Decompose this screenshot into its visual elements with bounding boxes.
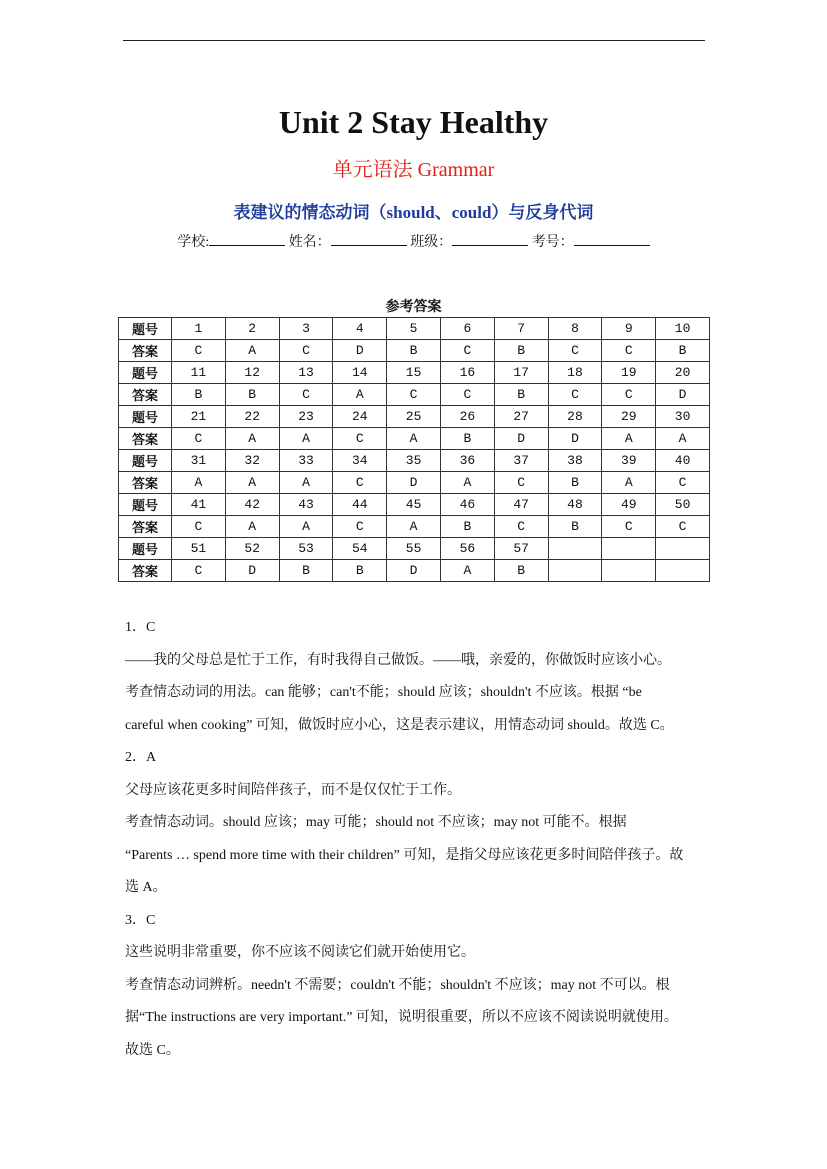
table-cell bbox=[656, 560, 710, 582]
table-cell: C bbox=[333, 428, 387, 450]
explanation-line: 考查情态动词的用法。can 能够；can't不能；should 应该；shouldn't 不应该。根据 “be bbox=[125, 685, 642, 700]
table-cell: 21 bbox=[172, 406, 226, 428]
page-title: Unit 2 Stay Healthy bbox=[278, 104, 549, 140]
table-cell: 55 bbox=[387, 538, 441, 560]
table-cell: C bbox=[172, 340, 226, 362]
table-cell: 46 bbox=[440, 494, 494, 516]
table-cell: 17 bbox=[494, 362, 548, 384]
table-cell: C bbox=[387, 384, 441, 406]
answer-row bbox=[119, 340, 710, 362]
table-cell: B bbox=[548, 472, 602, 494]
table-cell: B bbox=[172, 384, 226, 406]
number-row bbox=[119, 450, 710, 472]
table-cell: B bbox=[494, 560, 548, 582]
explanation-line: 考查情态动词辨析。needn't 不需要；couldn't 不能；shouldn't 不应该；may not 不可以。根 bbox=[125, 977, 670, 993]
table-cell: 4 bbox=[333, 318, 387, 340]
table-cell: D bbox=[387, 560, 441, 582]
table-cell: B bbox=[548, 516, 602, 538]
answer-row bbox=[119, 516, 710, 538]
table-cell: B bbox=[279, 560, 333, 582]
table-cell: 43 bbox=[279, 494, 333, 516]
row-label: 答案 bbox=[119, 516, 172, 538]
table-cell: C bbox=[440, 384, 494, 406]
number-row bbox=[119, 362, 710, 384]
table-cell: C bbox=[602, 340, 656, 362]
id-blank bbox=[574, 233, 650, 246]
table-cell: 31 bbox=[172, 450, 226, 472]
table-cell: A bbox=[279, 428, 333, 450]
table-cell: C bbox=[602, 516, 656, 538]
explanation-line: 选 A。 bbox=[125, 880, 167, 895]
answer-row bbox=[119, 472, 710, 494]
table-cell: A bbox=[225, 516, 279, 538]
table-cell: A bbox=[279, 516, 333, 538]
subtitle: 单元语法 Grammar bbox=[332, 159, 495, 181]
class-blank bbox=[452, 233, 528, 246]
table-cell: A bbox=[440, 472, 494, 494]
explanation-line: 据“The instructions are very important.” 可知，说明很重要，所以不应该不阅读说明就使用。 bbox=[125, 1010, 678, 1025]
table-cell: 37 bbox=[494, 450, 548, 472]
row-label: 题号 bbox=[119, 494, 172, 516]
table-cell: C bbox=[172, 516, 226, 538]
table-cell: B bbox=[656, 340, 710, 362]
table-cell: 15 bbox=[387, 362, 441, 384]
table-cell: C bbox=[494, 472, 548, 494]
explanation-line: careful when cooking” 可知，做饭时应小心，这是表示建议，用情态动词 should。故选 C。 bbox=[125, 717, 674, 733]
table-cell: 5 bbox=[387, 318, 441, 340]
table-cell: 57 bbox=[494, 538, 548, 560]
table-cell: 10 bbox=[656, 318, 710, 340]
table-cell: D bbox=[225, 560, 279, 582]
student-info-fields bbox=[0, 231, 827, 251]
number-row bbox=[119, 494, 710, 516]
table-cell bbox=[656, 538, 710, 560]
table-cell: C bbox=[602, 384, 656, 406]
table-cell: 56 bbox=[440, 538, 494, 560]
table-cell: 22 bbox=[225, 406, 279, 428]
class-label: 班级： bbox=[410, 235, 453, 250]
topic-heading: 表建议的情态动词（should、could）与反身代词 bbox=[233, 203, 594, 222]
row-label: 题号 bbox=[119, 318, 172, 340]
table-cell: 54 bbox=[333, 538, 387, 560]
answer-table bbox=[118, 317, 710, 582]
table-cell: 2 bbox=[225, 318, 279, 340]
number-row bbox=[119, 406, 710, 428]
table-cell: B bbox=[387, 340, 441, 362]
table-cell: 41 bbox=[172, 494, 226, 516]
explanation-line: ——我的父母总是忙于工作，有时我得自己做饭。——哦，亲爱的，你做饭时应该小心。 bbox=[125, 652, 671, 668]
answer-caption: 参考答案 bbox=[385, 299, 442, 315]
table-cell: 7 bbox=[494, 318, 548, 340]
table-cell: 32 bbox=[225, 450, 279, 472]
table-cell: 52 bbox=[225, 538, 279, 560]
table-cell bbox=[548, 560, 602, 582]
table-cell: 50 bbox=[656, 494, 710, 516]
table-cell: 6 bbox=[440, 318, 494, 340]
explanation-line: 考查情态动词。should 应该；may 可能；should not 不应该；may not 可能不。根据 bbox=[125, 815, 627, 830]
table-cell: 34 bbox=[333, 450, 387, 472]
table-cell: 40 bbox=[656, 450, 710, 472]
table-cell: B bbox=[333, 560, 387, 582]
table-cell: 19 bbox=[602, 362, 656, 384]
explanations bbox=[125, 612, 710, 1067]
table-cell: D bbox=[333, 340, 387, 362]
table-cell: A bbox=[602, 428, 656, 450]
table-cell: 29 bbox=[602, 406, 656, 428]
table-cell: 30 bbox=[656, 406, 710, 428]
table-cell: 3 bbox=[279, 318, 333, 340]
table-cell: C bbox=[172, 560, 226, 582]
table-cell: A bbox=[333, 384, 387, 406]
table-cell: 45 bbox=[387, 494, 441, 516]
table-cell: B bbox=[440, 428, 494, 450]
table-cell: 11 bbox=[172, 362, 226, 384]
explanation-line: “Parents … spend more time with their children” 可知，是指父母应该花更多时间陪伴孩子。故 bbox=[125, 847, 684, 863]
explanation-line: 父母应该花更多时间陪伴孩子，而不是仅仅忙于工作。 bbox=[125, 782, 461, 798]
table-cell: 20 bbox=[656, 362, 710, 384]
table-cell: 28 bbox=[548, 406, 602, 428]
table-cell: 23 bbox=[279, 406, 333, 428]
table-cell: C bbox=[656, 516, 710, 538]
table-cell: C bbox=[172, 428, 226, 450]
table-cell: A bbox=[225, 428, 279, 450]
table-cell: 9 bbox=[602, 318, 656, 340]
table-cell: C bbox=[333, 472, 387, 494]
table-cell: 38 bbox=[548, 450, 602, 472]
explanation-line: 故选 C。 bbox=[125, 1042, 180, 1058]
school-blank bbox=[209, 233, 285, 246]
table-cell: C bbox=[548, 340, 602, 362]
number-row bbox=[119, 318, 710, 340]
table-cell: D bbox=[494, 428, 548, 450]
table-cell: 39 bbox=[602, 450, 656, 472]
table-cell: 18 bbox=[548, 362, 602, 384]
explanation-line: 这些说明非常重要，你不应该不阅读它们就开始使用它。 bbox=[125, 945, 475, 960]
table-cell: A bbox=[656, 428, 710, 450]
table-cell: 8 bbox=[548, 318, 602, 340]
table-cell: A bbox=[440, 560, 494, 582]
row-label: 题号 bbox=[119, 362, 172, 384]
table-cell: B bbox=[494, 340, 548, 362]
row-label: 答案 bbox=[119, 384, 172, 406]
table-cell: A bbox=[387, 516, 441, 538]
table-cell: 24 bbox=[333, 406, 387, 428]
table-cell: 48 bbox=[548, 494, 602, 516]
row-label: 答案 bbox=[119, 472, 172, 494]
table-cell: 33 bbox=[279, 450, 333, 472]
table-cell: 51 bbox=[172, 538, 226, 560]
explanation-line: 2．A bbox=[125, 750, 157, 765]
table-cell: 27 bbox=[494, 406, 548, 428]
row-label: 题号 bbox=[119, 406, 172, 428]
table-cell: 12 bbox=[225, 362, 279, 384]
explanation-line: 3．C bbox=[125, 912, 156, 928]
table-cell: A bbox=[602, 472, 656, 494]
table-cell: 42 bbox=[225, 494, 279, 516]
table-cell: 47 bbox=[494, 494, 548, 516]
table-cell: 25 bbox=[387, 406, 441, 428]
row-label: 答案 bbox=[119, 560, 172, 582]
table-cell: 13 bbox=[279, 362, 333, 384]
table-cell: C bbox=[279, 384, 333, 406]
table-cell: 53 bbox=[279, 538, 333, 560]
table-cell: C bbox=[279, 340, 333, 362]
school-label: 学校: bbox=[177, 235, 210, 250]
explanation-line: 1．C bbox=[125, 620, 156, 635]
table-cell bbox=[548, 538, 602, 560]
table-cell: B bbox=[494, 384, 548, 406]
answer-row bbox=[119, 560, 710, 582]
header-rule bbox=[123, 40, 705, 41]
table-cell: A bbox=[225, 340, 279, 362]
table-cell: B bbox=[440, 516, 494, 538]
row-label: 答案 bbox=[119, 340, 172, 362]
table-cell: D bbox=[656, 384, 710, 406]
table-cell bbox=[602, 560, 656, 582]
answer-row bbox=[119, 384, 710, 406]
name-blank bbox=[331, 233, 407, 246]
table-cell: B bbox=[225, 384, 279, 406]
table-cell: C bbox=[440, 340, 494, 362]
table-cell: C bbox=[548, 384, 602, 406]
row-label: 题号 bbox=[119, 450, 172, 472]
table-cell: C bbox=[494, 516, 548, 538]
table-cell: 44 bbox=[333, 494, 387, 516]
table-cell: A bbox=[387, 428, 441, 450]
table-cell: C bbox=[656, 472, 710, 494]
table-cell: D bbox=[387, 472, 441, 494]
table-cell: A bbox=[225, 472, 279, 494]
table-cell bbox=[602, 538, 656, 560]
row-label: 题号 bbox=[119, 538, 172, 560]
table-cell: 26 bbox=[440, 406, 494, 428]
table-cell: 16 bbox=[440, 362, 494, 384]
table-cell: 14 bbox=[333, 362, 387, 384]
table-cell: 1 bbox=[172, 318, 226, 340]
table-cell: 36 bbox=[440, 450, 494, 472]
table-cell: D bbox=[548, 428, 602, 450]
table-cell: A bbox=[172, 472, 226, 494]
name-label: 姓名： bbox=[288, 235, 331, 250]
number-row bbox=[119, 538, 710, 560]
table-cell: C bbox=[333, 516, 387, 538]
table-cell: 35 bbox=[387, 450, 441, 472]
id-label: 考号： bbox=[531, 235, 574, 250]
table-cell: A bbox=[279, 472, 333, 494]
row-label: 答案 bbox=[119, 428, 172, 450]
answer-row bbox=[119, 428, 710, 450]
table-cell: 49 bbox=[602, 494, 656, 516]
